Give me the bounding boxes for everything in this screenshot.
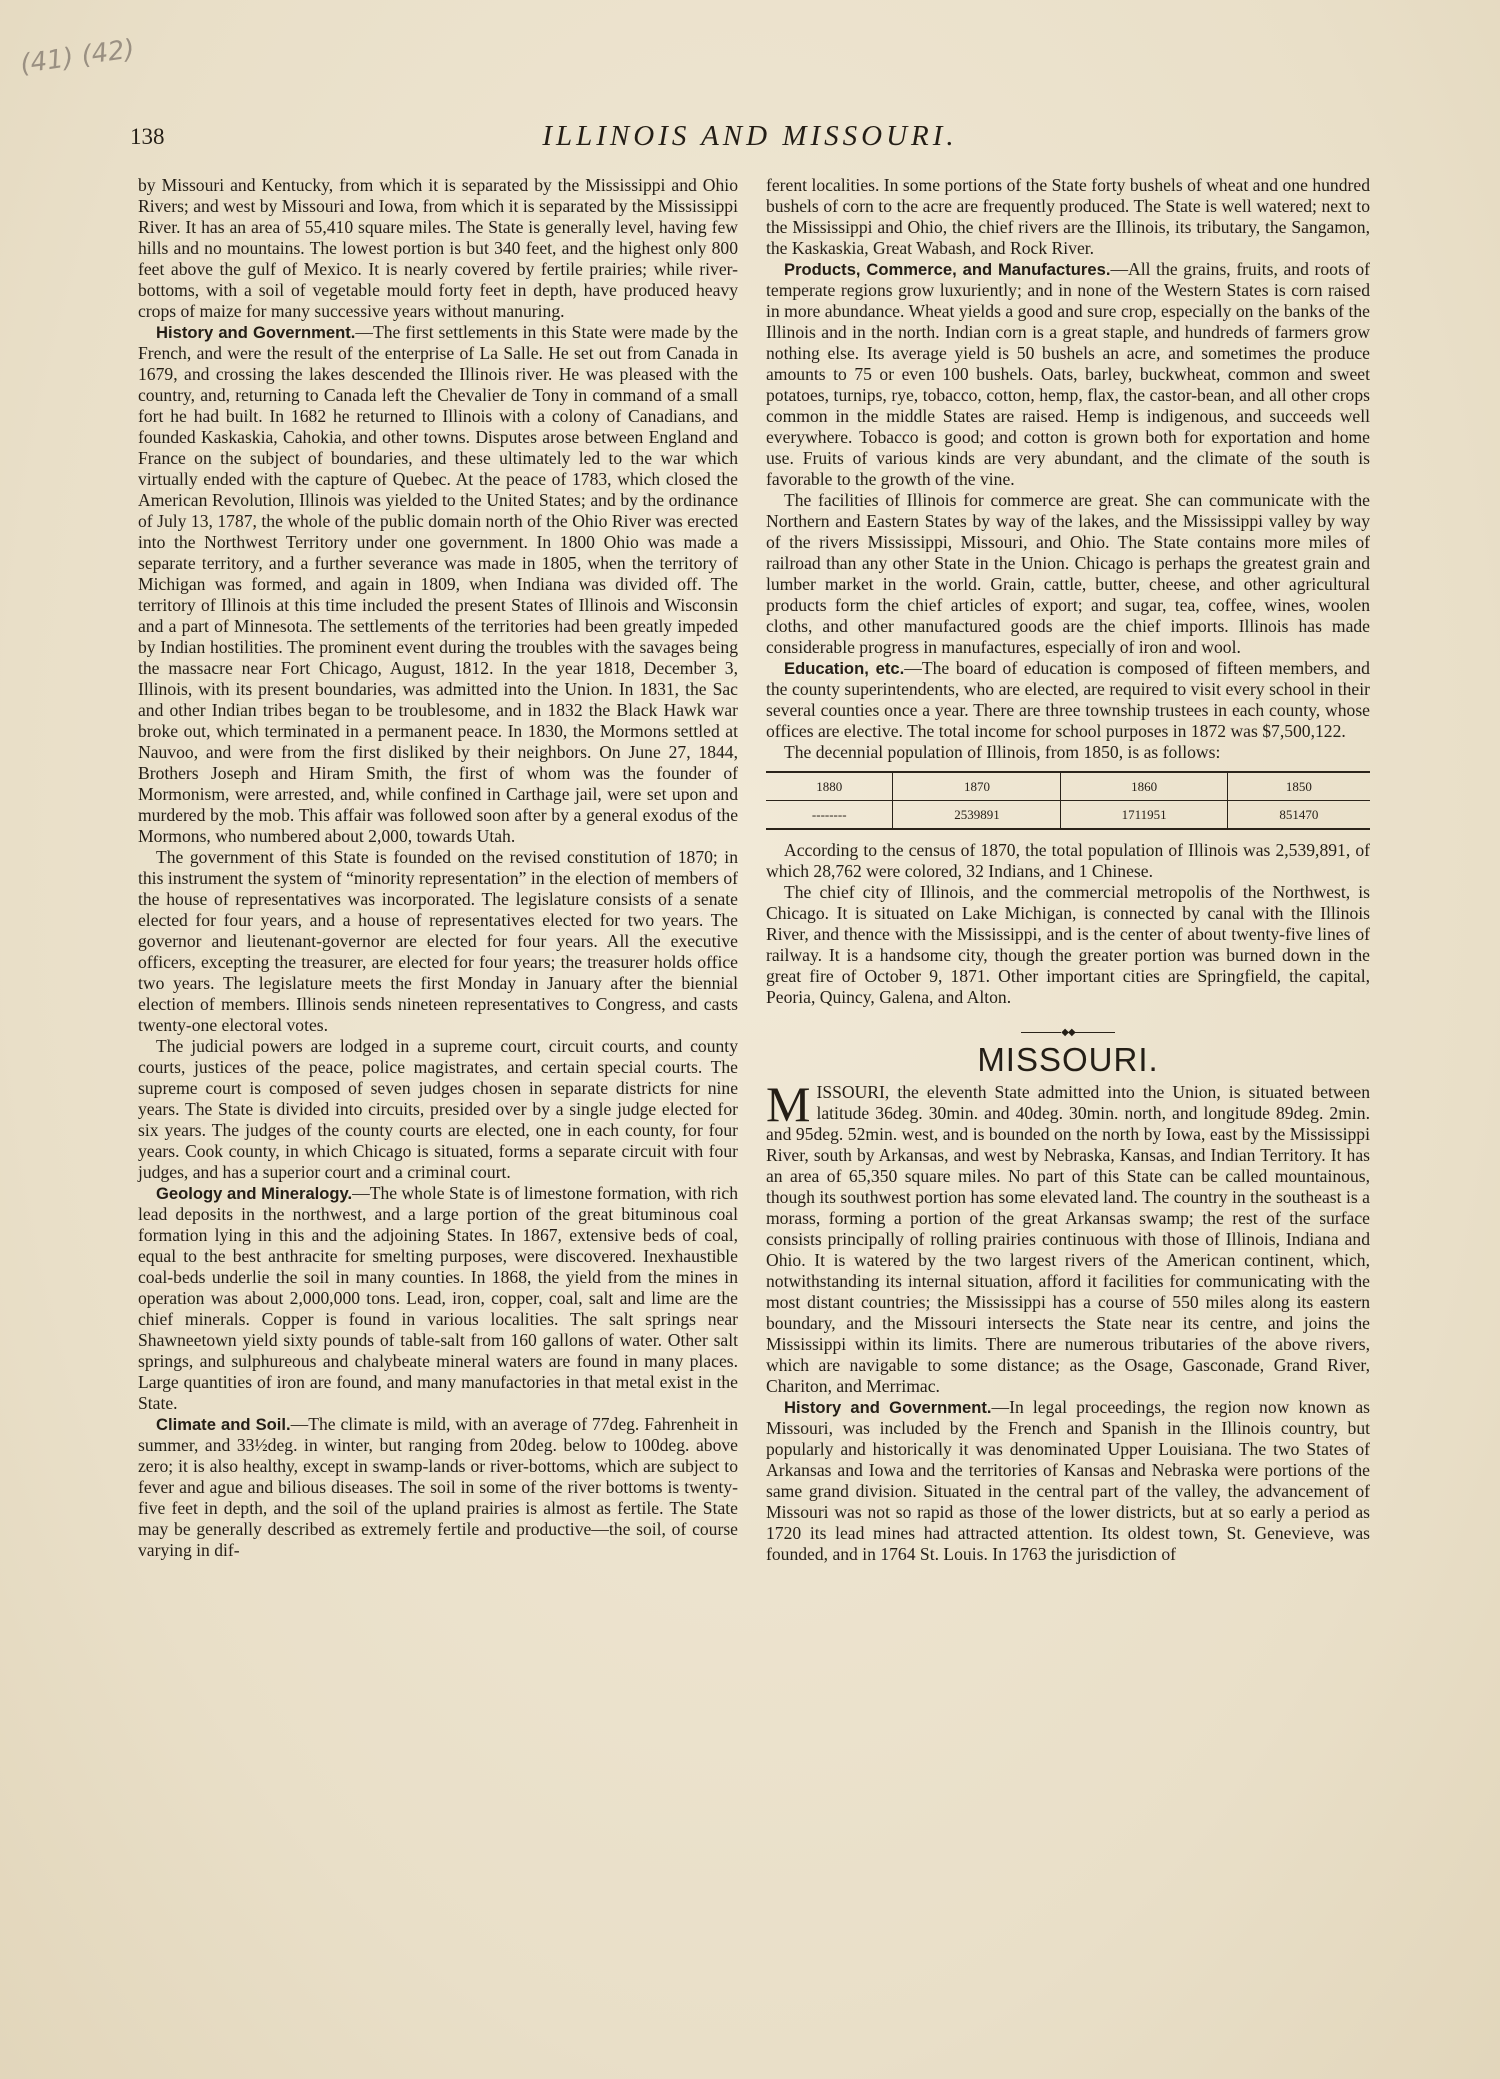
paragraph-geology bbox=[138, 1183, 738, 1414]
table-cell-year: 1870 bbox=[893, 772, 1061, 801]
paragraph-commerce: The facilities of Illinois for commerce are great. She can communicate with the Northern and Eastern States by way of the lakes, and the Mississippi valley by way of the rivers Mississippi, Missouri, and Ohio. The State contains more miles of railroad than any other State in the Union. Chicago is perhaps the greatest grain and lumber market in the world. Grain, cattle, butter, cheese, and other agricultural products form the chief articles of export; and sugar, tea, coffee, wines, woolen cloths, and other manufactured goods are the chief imports. Illinois has made considerable progress in manufactures, especially of iron and wool. bbox=[766, 490, 1370, 657]
table-cell-value: 851470 bbox=[1227, 801, 1370, 830]
paragraph-missouri-intro bbox=[766, 1076, 1370, 1397]
page-number: 138 bbox=[130, 124, 165, 149]
section-heading-geology: Geology and Mineralogy. bbox=[156, 1184, 353, 1203]
paragraph-history bbox=[138, 322, 738, 847]
education-text: —The board of education is composed of fifteen members, and the county superintendents, who are elected, are required to visit every school in their several counties once a year. There are three township trustees in each county, whose offices are elective. The total income for school purposes in 1872 was $7,500,122. bbox=[766, 658, 1370, 741]
paragraph-chicago: The chief city of Illinois, and the commercial metropolis of the Northwest, is Chicago. It is situated on Lake Michigan, is connected by canal with the Illinois River, and thence with the Mississippi, and is the center of about twenty-five lines of railway. It is a handsome city, though the greater portion was burned down in the great fire of October 9, 1871. Other important cities are Springfield, the capital, Peoria, Quincy, Galena, and Alton. bbox=[766, 882, 1370, 1007]
drop-cap: M bbox=[766, 1076, 811, 1132]
running-title: ILLINOIS AND MISSOURI. bbox=[542, 120, 958, 152]
paragraph-education bbox=[766, 658, 1370, 742]
paragraph-decennial: The decennial population of Illinois, from 1850, is as follows: bbox=[784, 742, 1221, 762]
table-cell-year: 1850 bbox=[1227, 772, 1370, 801]
paragraph-boundaries: by Missouri and Kentucky, from which it is separated by the Mississippi and Ohio Rivers; and west by Missouri and Iowa, from which it is separated by the Mississippi River. It has an area of 55,410 square miles. The State is generally level, having few hills and no mountains. The lowest portion is but 340 feet, and the highest only 800 feet above the gulf of Mexico. It is nearly covered by fertile prairies; while river-bottoms, with a soil of vegetable mould forty feet in depth, have produced heavy crops of maize for many successive years without manuring. bbox=[138, 175, 738, 321]
paragraph-missouri-history bbox=[766, 1397, 1370, 1565]
paragraph-products bbox=[766, 259, 1370, 490]
paragraph-judicial: The judicial powers are lodged in a supreme court, circuit courts, and county courts, justices of the peace, police magistrates, and certain special courts. The supreme court is composed of seven judges chosen in separate districts for nine years. The State is divided into circuits, presided over by a single judge elected for six years. The judges of the county courts are elected, one in each county, for four years. Cook county, in which Chicago is situated, forms a separate circuit with four judges, and has a superior court and a criminal court. bbox=[138, 1036, 738, 1182]
paragraph-localities: ferent localities. In some portions of the State forty bushels of wheat and one hundred bushels of corn to the acre are frequently produced. The State is well watered; next to the Mississippi and Ohio, the chief rivers are the Illinois, its tributary, the Sangamon, the Kaskaskia, Great Wabash, and Rock River. bbox=[766, 175, 1370, 258]
section-heading-missouri-history: History and Government. bbox=[784, 1398, 992, 1417]
missouri-intro-text: ISSOURI, the eleventh State admitted into the Union, is situated between latitude 36deg. 30min. and 40deg. 30min. north, and longitude 89deg. 2min. and 95deg. 52min. west, and is bounded on the north by Iowa, east by the Mississippi River, south by Arkansas, and west by Nebraska, Kansas, and Indian Territory. It has an area of 65,350 square miles. No part of this State can be called mountainous, though its southwest portion has some elevated land. The country in the southeast is a morass, forming a portion of the great Arkansas swamp; the rest of the surface consists principally of rolling prairies continuous with those of Illinois, Indiana and Ohio. It is watered by the two largest rivers of the American continent, which, notwithstanding its internal situation, afford it facilities for communicating with the most distant countries; the Mississippi has a course of 550 miles along its eastern boundary, and the Missouri intersects the State near its centre, and joins the Mississippi within its limits. There are numerous tributaries of the above rivers, which are navigable to some distance; as the Osage, Gasconade, Grand River, Chariton, and Merrimac. bbox=[766, 1082, 1370, 1396]
section-heading-education: Education, etc. bbox=[784, 659, 905, 678]
paragraph-government: The government of this State is founded on the revised constitution of 1870; in this instrument the system of “minority representation” in the election of members of the house of representatives was incorporated. The legislature consists of a senate elected for four years, and a house of representatives elected for two years. The governor and lieutenant-governor are elected for four years. All the executive officers, excepting the treasurer, are elected for four years; the treasurer holds office two years. The legislature meets the first Monday in January after the biennial election of members. Illinois sends nineteen representatives to Congress, and casts twenty-one electoral votes. bbox=[138, 847, 738, 1035]
paragraph-climate bbox=[138, 1414, 738, 1561]
section-heading-history: History and Government. bbox=[156, 323, 356, 342]
table-cell-year: 1860 bbox=[1061, 772, 1227, 801]
table-cell-year: 1880 bbox=[816, 779, 843, 794]
ornamental-rule: ◆◆ bbox=[766, 1022, 1370, 1043]
history-text: —The first settlements in this State were made by the French, and were the result of the enterprise of La Salle. He set out from Canada in 1679, and crossing the lakes descended the Illinois river. He was pleased with the country, and, returning to Canada left the Chevalier de Tony in command of a small fort he had built. In 1682 he returned to Illinois with a colony of Canadians, and founded Kaskaskia, Cahokia, and other towns. Disputes arose between England and France on the subject of boundaries, and these ultimately led to the war which virtually ended with the capture of Quebec. At the peace of 1783, which closed the American Revolution, Illinois was yielded to the United States; and by the ordinance of July 13, 1787, the whole of the public domain north of the Ohio River was erected into the Northwest Territory under one government. In 1800 Ohio was made a separate territory, and a further severance was made in 1805, when the territory of Michigan was formed, and again in 1809, when Indiana was divided off. The territory of Illinois at this time included the present States of Illinois and Wisconsin and a part of Minnesota. The settlements of the territories had been greatly impeded by Indian hostilities. The prominent event during the troubles with the savages being the massacre near Fort Chicago, August, 1812. In the year 1818, December 3, Illinois, with its present boundaries, was admitted into the Union. In 1831, the Sac and other Indian tribes began to be troublesome, and in 1832 the Black Hawk war broke out, which terminated in a permanent peace. In 1830, the Mormons settled at Nauvoo, and were from the first disliked by their neighbors. On June 27, 1844, Brothers Joseph and Hiram Smith, the first of whom was the founder of Mormonism, were arrested, and, while confined in Carthage jail, were set upon and murdered by the mob. This affair was followed soon after by a general exodus of the Mormons, who numbered about 2,000, towards Utah. bbox=[138, 322, 739, 846]
table-cell-value: -------- bbox=[766, 801, 893, 830]
section-heading-climate: Climate and Soil. bbox=[156, 1415, 291, 1434]
table-row bbox=[766, 801, 1370, 830]
table-cell-value: 1711951 bbox=[1061, 801, 1227, 830]
products-text: —All the grains, fruits, and roots of temperate regions grow luxuriently; and in none of the Western States is corn raised in more abundance. Wheat yields a good and sure crop, especially on the banks of the Illinois and in the north. Indian corn is a great staple, and hundreds of farmers grow nothing else. Its average yield is 50 bushels an acre, and sometimes the produce amounts to 75 or even 100 bushels. Oats, barley, buckwheat, common and sweet potatoes, turnips, rye, tobacco, cotton, hemp, flax, the castor-bean, and all other crops common in the middle States are raised. Hemp is indigenous, and succeeds well everywhere. Tobacco is good; and cotton is grown both for exportation and home use. Fruits of various kinds are very abundant, and the climate of the south is favorable to the growth of the vine. bbox=[766, 259, 1370, 489]
missouri-history-text: —In legal proceedings, the region now known as Missouri, was included by the French and Spanish in the Illinois country, but popularly and historically it was denominated Upper Louisiana. The two States of Arkansas and Iowa and the territories of Kansas and Nebraska were portions of the same grand division. Situated in the central part of the valley, the advancement of Missouri was not so rapid as those of the lower districts, but at so early a period as 1720 its lead mines had attracted attention. Its oldest town, St. Genevieve, was founded, and in 1764 St. Louis. In 1763 the jurisdiction of bbox=[766, 1397, 1371, 1564]
table-row bbox=[766, 772, 1370, 801]
population-table bbox=[766, 771, 1370, 830]
climate-text: —The climate is mild, with an average of 77deg. Fahrenheit in summer, and 33½deg. in winter, but ranging from 20deg. below to 100deg. above zero; it is also healthy, except in swamp-lands or river-bottoms, which are subject to fever and ague and bilious diseases. The soil in some of the river bottoms is twenty-five feet in depth, and the soil of the upland prairies is almost as fertile. The State may be generally described as extremely fertile and productive—the soil, of course varying in dif- bbox=[138, 1414, 738, 1560]
section-title-missouri: MISSOURI. bbox=[977, 1041, 1159, 1078]
paragraph-census: According to the census of 1870, the total population of Illinois was 2,539,891, of which 28,762 were colored, 32 Indians, and 1 Chinese. bbox=[766, 840, 1370, 881]
section-heading-products: Products, Commerce, and Manufactures. bbox=[784, 260, 1111, 279]
left-column bbox=[138, 175, 738, 1561]
pencil-margin-note: (41) (42) bbox=[18, 34, 137, 80]
page-header bbox=[130, 120, 1370, 160]
geology-text: —The whole State is of limestone formation, with rich lead deposits in the northwest, and a large portion of the great bituminous coal formation lying in this and the adjoining States. In 1867, extensive beds of coal, equal to the best anthracite for smelting purposes, were discovered. Inexhaustible coal-beds underlie the soil in many counties. In 1868, the yield from the mines in operation was about 2,000,000 tons. Lead, iron, copper, coal, salt and lime are the chief minerals. Copper is found in various localities. The salt springs near Shawneetown yield sixty pounds of table-salt from 160 gallons of water. Other salt springs, and sulphureous and chalybeate mineral waters are found in many places. Large quantities of iron are found, and many manufactories in that metal exist in the State. bbox=[138, 1183, 738, 1413]
table-cell-value: 2539891 bbox=[893, 801, 1061, 830]
right-column bbox=[766, 175, 1370, 1565]
